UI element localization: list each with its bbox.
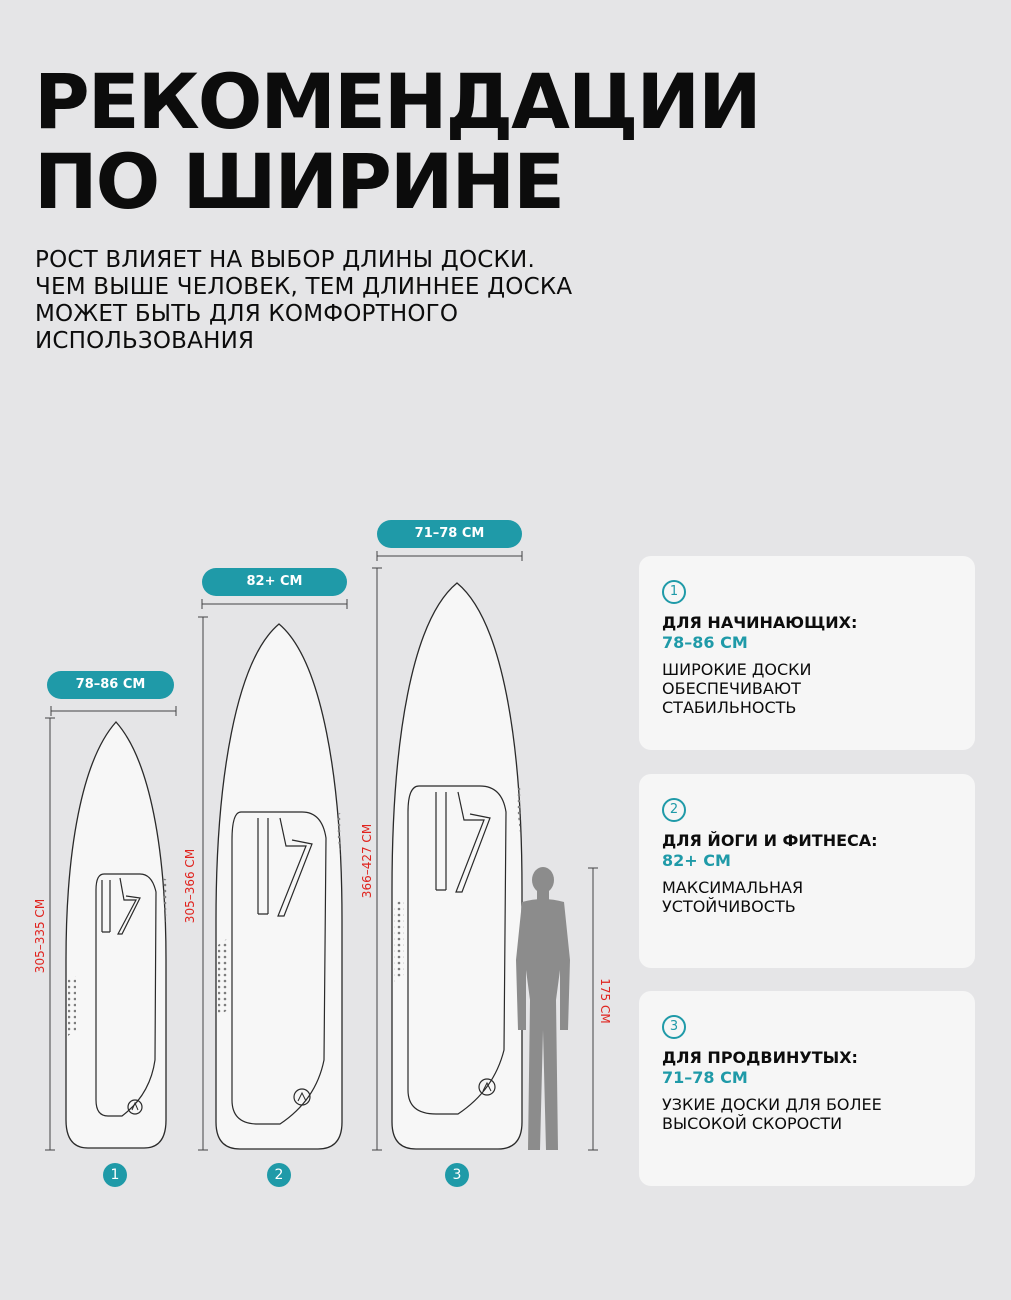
card-3-title: ДЛЯ ПРОДВИНУТЫХ: bbox=[662, 1048, 858, 1067]
intro-line-3: МОЖЕТ БЫТЬ ДЛЯ КОМФОРТНОГО bbox=[35, 301, 459, 327]
board-2 bbox=[198, 599, 347, 1150]
board-1-outline bbox=[66, 722, 166, 1148]
card-2-title: ДЛЯ ЙОГИ И ФИТНЕСА: bbox=[662, 831, 878, 850]
title-line-2: ПО ШИРИНЕ bbox=[34, 137, 563, 226]
board-3-outline bbox=[392, 583, 522, 1149]
card-1-title: ДЛЯ НАЧИНАЮЩИХ: bbox=[662, 613, 858, 632]
card-2-desc-line-1: МАКСИМАЛЬНАЯ bbox=[662, 878, 804, 897]
board-3 bbox=[372, 551, 523, 1150]
board-1-length-label: 305–335 СМ bbox=[33, 898, 47, 974]
card-2-width: 82+ СМ bbox=[662, 851, 731, 870]
card-1-desc-line-1: ШИРОКИЕ ДОСКИ bbox=[662, 660, 812, 679]
person-height-label: 175 СМ bbox=[598, 978, 612, 1024]
card-1-desc-line-2: ОБЕСПЕЧИВАЮТ bbox=[662, 679, 801, 698]
human-silhouette-icon bbox=[516, 867, 598, 1150]
card-1-description bbox=[662, 660, 952, 717]
board-3-length-label: 366–427 СМ bbox=[360, 823, 374, 899]
title-line-1: РЕКОМЕНДАЦИИ bbox=[34, 57, 760, 146]
intro-line-1: РОСТ ВЛИЯЕТ НА ВЫБОР ДЛИНЫ ДОСКИ. bbox=[35, 247, 535, 273]
card-1-width: 78–86 СМ bbox=[662, 633, 748, 652]
card-yoga-fitness bbox=[639, 774, 975, 968]
card-3-desc-line-1: УЗКИЕ ДОСКИ ДЛЯ БОЛЕЕ bbox=[662, 1095, 882, 1114]
board-1-number: 1 bbox=[103, 1163, 127, 1187]
card-2-desc-line-2: УСТОЙЧИВОСТЬ bbox=[662, 897, 796, 916]
board-2-length-label: 305–366 СМ bbox=[183, 848, 197, 924]
card-2-description bbox=[662, 878, 952, 916]
intro-line-2: ЧЕМ ВЫШЕ ЧЕЛОВЕК, ТЕМ ДЛИННЕЕ ДОСКА bbox=[35, 274, 573, 300]
card-3-desc-line-2: ВЫСОКОЙ СКОРОСТИ bbox=[662, 1114, 843, 1133]
card-advanced bbox=[639, 991, 975, 1186]
card-1-number: 1 bbox=[662, 580, 686, 604]
board-1-width-pill: 78–86 СМ bbox=[47, 671, 174, 699]
board-1 bbox=[45, 706, 176, 1150]
intro-line-4: ИСПОЛЬЗОВАНИЯ bbox=[35, 328, 255, 354]
card-beginners bbox=[639, 556, 975, 750]
board-2-outline bbox=[216, 624, 342, 1149]
card-3-description bbox=[662, 1095, 952, 1133]
card-1-desc-line-3: СТАБИЛЬНОСТЬ bbox=[662, 698, 797, 717]
board-3-number: 3 bbox=[445, 1163, 469, 1187]
board-3-width-pill: 71–78 СМ bbox=[377, 520, 522, 548]
board-2-width-pill: 82+ СМ bbox=[202, 568, 347, 596]
board-2-number: 2 bbox=[267, 1163, 291, 1187]
card-3-width: 71–78 СМ bbox=[662, 1068, 748, 1087]
card-3-number: 3 bbox=[662, 1015, 686, 1039]
card-2-number: 2 bbox=[662, 798, 686, 822]
